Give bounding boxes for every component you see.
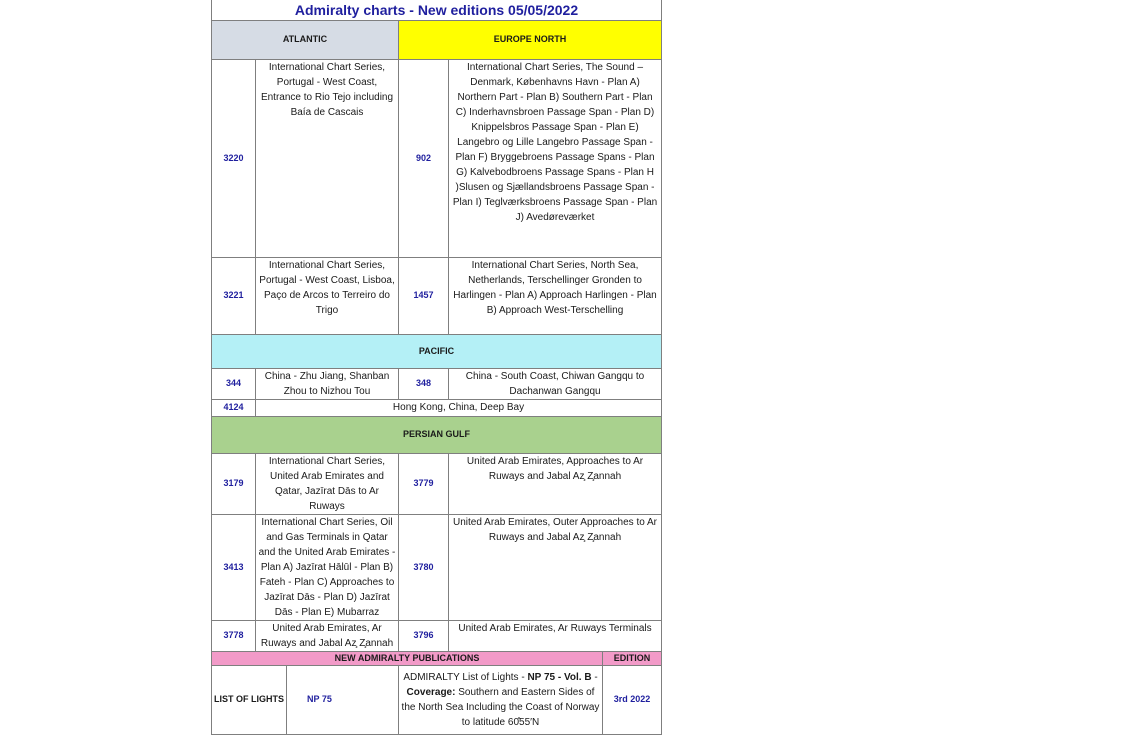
chart-title: United Arab Emirates, Ar Ruways Terminals [449,620,662,651]
table-row [212,399,662,416]
chart-number: 3780 [399,514,449,620]
chart-title: International Chart Series, Portugal - West Coast, Entrance to Rio Tejo including Baía de Cascais [256,59,399,257]
section-header-row [212,334,662,368]
section-pacific: PACIFIC [212,334,662,368]
chart-number: 344 [212,368,256,399]
chart-title: China - South Coast, Chiwan Gangqu to Dachanwan Gangqu [449,368,662,399]
section-persian-gulf: PERSIAN GULF [212,416,662,453]
table-row [212,257,662,334]
section-header-row [212,20,662,59]
publications-header: NEW ADMIRALTY PUBLICATIONS [212,651,603,665]
chart-title: United Arab Emirates, Outer Approaches to Ar Ruways and Jabal Az̧ Z̧annah [449,514,662,620]
table-row [212,453,662,514]
chart-title: International Chart Series, Oil and Gas Terminals in Qatar and the United Arab Emirates - Plan A) Jazīrat Hālūl - Plan B) Fateh - Plan C) Approaches to Jazīrat Dās - Plan D) Jazīrat Dās - Plan E) Mubarraz [256,514,399,620]
table-row [212,620,662,651]
charts-sheet [211,0,661,728]
section-atlantic: ATLANTIC [212,20,399,59]
chart-number: 3778 [212,620,256,651]
chart-number: 348 [399,368,449,399]
pub-desc-volume: NP 75 - Vol. B [527,671,592,683]
chart-number: 3796 [399,620,449,651]
edition-header: EDITION [603,651,662,665]
publication-label: LIST OF LIGHTS [212,665,287,734]
chart-number: 902 [399,59,449,257]
table-row [212,368,662,399]
chart-number: 3413 [212,514,256,620]
publications-header-row [212,651,662,665]
title-row [212,0,662,20]
pub-coverage-text: Southern and Eastern Sides of the North Sea Including the Coast of Norway to latitude 60̊55′N [401,686,600,728]
chart-title: International Chart Series, United Arab Emirates and Qatar, Jazīrat Dās to Ar Ruways [256,453,399,514]
chart-number: 3179 [212,453,256,514]
chart-number: 3220 [212,59,256,257]
chart-title: China - Zhu Jiang, Shanban Zhou to Nizhou Tou [256,368,399,399]
page-title: Admiralty charts - New editions 05/05/2022 [212,0,662,20]
publication-edition: 3rd 2022 [603,665,662,734]
editions-table [211,0,662,735]
table-row [212,514,662,620]
publication-number: NP 75 [287,665,399,734]
section-header-row [212,416,662,453]
table-row [212,59,662,257]
pub-desc-mid: - [591,671,598,683]
pub-coverage-label: Coverage: [406,686,456,698]
chart-number: 3779 [399,453,449,514]
chart-number: 3221 [212,257,256,334]
chart-title: United Arab Emirates, Approaches to Ar Ruways and Jabal Az̧ Z̧annah [449,453,662,514]
section-europe-north: EUROPE NORTH [399,20,662,59]
chart-title: International Chart Series, The Sound – Denmark, Københavns Havn - Plan A) Northern Part - Plan B) Southern Part - Plan C) Inderhavnsbroen Passage Span - Plan D) Knippelsbros Passage Span - Plan E) Langebro og Lille Langebro Passage Span - Plan F) Bryggebroens Passage Spans - Plan G) Kalvebodbroens Passage Spans - Plan H )Slusen og Sjællandsbroens Passage Span - Plan I) Teglværksbroens Passage Span - Plan J) Avedøreværket [449,59,662,257]
chart-number: 4124 [212,399,256,416]
chart-title: International Chart Series, Portugal - West Coast, Lisboa, Paço de Arcos to Terreiro do Trigo [256,257,399,334]
chart-title: United Arab Emirates, Ar Ruways and Jabal Az̧ Z̧annah [256,620,399,651]
pub-desc-prefix: ADMIRALTY List of Lights - [403,671,528,683]
chart-number: 1457 [399,257,449,334]
chart-title: International Chart Series, North Sea, Netherlands, Terschellinger Gronden to Harlingen - Plan A) Approach Harlingen - Plan B) Approach West-Terschelling [449,257,662,334]
chart-title: Hong Kong, China, Deep Bay [256,399,662,416]
